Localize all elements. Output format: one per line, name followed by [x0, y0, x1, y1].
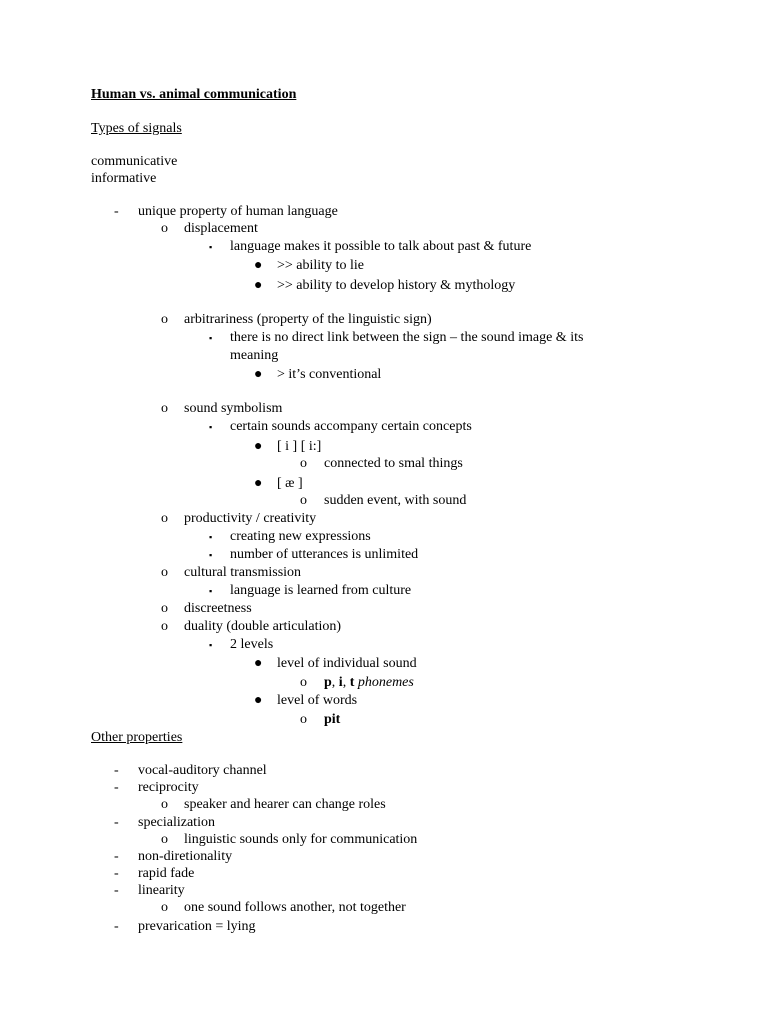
list-item-cultural-transmission: cultural transmission: [184, 565, 302, 580]
circle-marker: o: [161, 619, 168, 634]
square-marker: ▪: [209, 550, 213, 560]
bullet-marker: ●: [254, 278, 263, 293]
list-item-change-roles: speaker and hearer can change roles: [184, 797, 386, 812]
circle-marker: o: [161, 797, 168, 812]
list-item-arbitrariness: arbitrariness (property of the linguistic sign): [184, 312, 432, 327]
dash-marker: -: [114, 815, 119, 830]
phoneme-p: p: [324, 675, 332, 690]
list-item-linguistic-sounds: linguistic sounds only for communication: [184, 832, 418, 847]
bullet-marker: ●: [254, 367, 263, 382]
list-item-conventional: > it’s conventional: [277, 367, 382, 382]
list-item-ae-sound: [ æ ]: [277, 476, 303, 491]
circle-marker: o: [161, 900, 168, 915]
list-item-one-sound: one sound follows another, not together: [184, 900, 406, 915]
list-item-productivity: productivity / creativity: [184, 511, 317, 526]
list-item-small-things: connected to smal things: [324, 456, 463, 471]
list-item-phonemes: [324, 675, 414, 691]
list-item-new-expressions: creating new expressions: [230, 529, 371, 544]
list-item-discreetness: discreetness: [184, 601, 252, 616]
phoneme-i: i: [338, 675, 343, 690]
dash-marker: -: [114, 780, 119, 795]
list-item-no-direct-link: there is no direct link between the sign – the sound image & its: [230, 330, 584, 345]
list-item-history-mythology: >> ability to develop history & mythology: [277, 278, 516, 293]
bullet-marker: ●: [254, 476, 263, 491]
list-item-no-direct-link-cont: meaning: [230, 348, 279, 363]
circle-marker: o: [161, 601, 168, 616]
list-item-unlimited-utterances: number of utterances is unlimited: [230, 547, 419, 562]
list-item-vocal-auditory: vocal-auditory channel: [138, 763, 267, 778]
list-item-displacement: displacement: [184, 221, 258, 236]
dash-marker: -: [114, 919, 119, 934]
list-item-individual-sound: level of individual sound: [277, 656, 417, 671]
list-item-learned-from-culture: language is learned from culture: [230, 583, 412, 598]
type-communicative: communicative: [91, 154, 178, 169]
list-item-prevarication: prevarication = lying: [138, 919, 256, 934]
circle-marker: o: [300, 675, 307, 690]
list-item-certain-sounds: certain sounds accompany certain concepts: [230, 419, 472, 434]
phoneme-t: t: [349, 675, 355, 690]
dash-marker: -: [114, 763, 119, 778]
square-marker: ▪: [209, 640, 213, 650]
list-item-unique-property: unique property of human language: [138, 204, 338, 219]
circle-marker: o: [300, 712, 307, 727]
circle-marker: o: [161, 312, 168, 327]
dash-marker: -: [114, 204, 119, 219]
phonemes-label: phonemes: [354, 675, 414, 690]
list-item-pit: pit: [324, 712, 341, 727]
bullet-marker: ●: [254, 656, 263, 671]
circle-marker: o: [161, 565, 168, 580]
list-item-duality: duality (double articulation): [184, 619, 342, 634]
type-informative: informative: [91, 171, 157, 186]
dash-marker: -: [114, 883, 119, 898]
circle-marker: o: [161, 832, 168, 847]
list-item-reciprocity: reciprocity: [138, 780, 199, 795]
list-item-i-sounds: [ i ] [ i:]: [277, 439, 322, 454]
list-item-rapid-fade: rapid fade: [138, 866, 195, 881]
other-properties-heading: Other properties: [91, 730, 183, 745]
bullet-marker: ●: [254, 693, 263, 708]
circle-marker: o: [161, 511, 168, 526]
list-item-ability-to-lie: >> ability to lie: [277, 258, 364, 273]
bullet-marker: ●: [254, 258, 263, 273]
list-item-non-directionality: non-diretionality: [138, 849, 233, 864]
circle-marker: o: [300, 456, 307, 471]
separator: ,: [331, 675, 339, 690]
list-item-specialization: specialization: [138, 815, 215, 830]
list-item-sound-symbolism: sound symbolism: [184, 401, 283, 416]
dash-marker: -: [114, 849, 119, 864]
list-item-level-of-words: level of words: [277, 693, 358, 708]
page-title: Human vs. animal communication: [91, 87, 297, 102]
bullet-marker: ●: [254, 439, 263, 454]
square-marker: ▪: [209, 242, 213, 252]
square-marker: ▪: [209, 586, 213, 596]
types-of-signals-heading: Types of signals: [91, 121, 182, 136]
square-marker: ▪: [209, 532, 213, 542]
list-item-sudden-event: sudden event, with sound: [324, 493, 467, 508]
list-item-two-levels: 2 levels: [230, 637, 274, 652]
list-item-linearity: linearity: [138, 883, 185, 898]
square-marker: ▪: [209, 333, 213, 343]
circle-marker: o: [161, 401, 168, 416]
circle-marker: o: [300, 493, 307, 508]
square-marker: ▪: [209, 422, 213, 432]
separator: ,: [342, 675, 350, 690]
dash-marker: -: [114, 866, 119, 881]
list-item-past-future: language makes it possible to talk about past & future: [230, 239, 532, 254]
circle-marker: o: [161, 221, 168, 236]
